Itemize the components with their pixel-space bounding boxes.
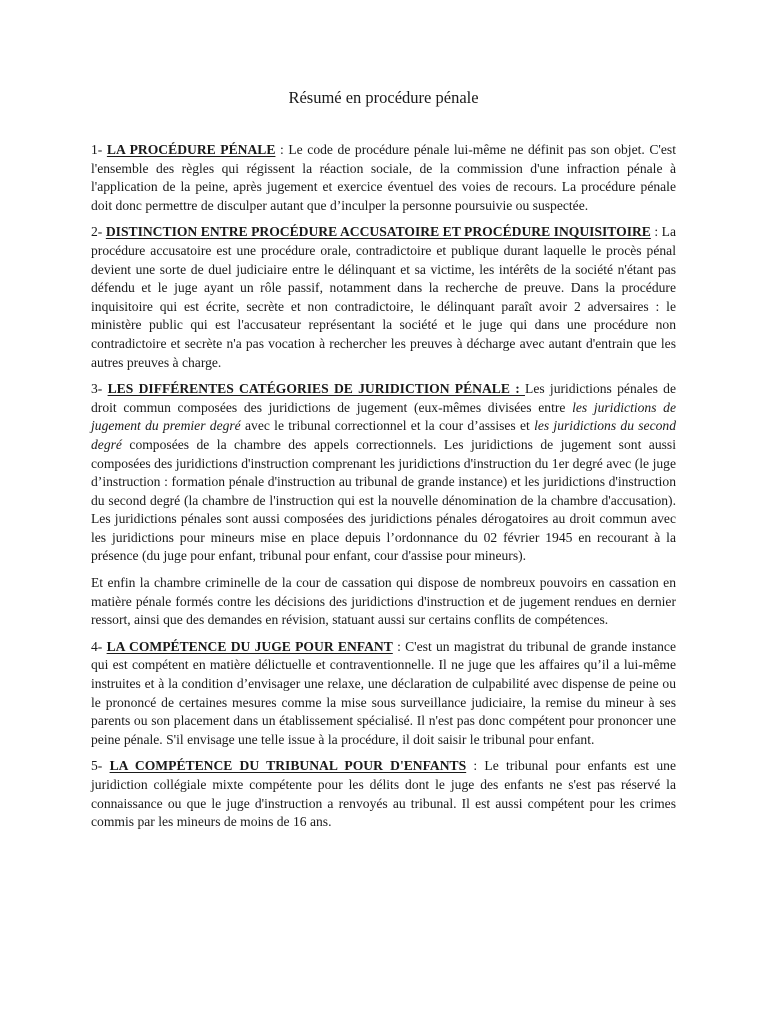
document-page xyxy=(91,0,676,840)
section-3-text-a: Les juridictions pénales de droit commun composées des juridictions de jugement (eux-mêmes divisées entre xyxy=(91,381,676,415)
section-3-text-c: composées de la chambre des appels correctionnels. Les juridictions de jugement sont aussi composées des juridictions d'instruction comprenant les juridictions d'instruction du 1er degré avec (le juge d’instruction : formation pénale d'instruction au tribunal de grande instance) et les juridictions d'instruction du second degré (la chambre de l'instruction qui est la nouvelle dénomination de la chambre d'accusation). Les juridictions pénales sont aussi composées des juridictions pénales dérogatoires au droit commun avec les juridictions pour mineurs mise en place depuis l’ordonnance du 02 février 1945 en recourant à la présence (du juge pour enfant, tribunal pour enfant, cour d'assise pour mineurs). xyxy=(91,436,676,564)
section-5-heading: LA COMPÉTENCE DU TRIBUNAL POUR D'ENFANTS xyxy=(109,758,467,774)
section-2 xyxy=(91,223,676,372)
section-4-number: 4- xyxy=(91,638,103,654)
section-5-number: 5- xyxy=(91,758,103,774)
section-2-number: 2- xyxy=(91,224,103,240)
section-3-italic-b: les juridictions du second degré xyxy=(91,418,677,452)
section-1 xyxy=(91,141,676,215)
section-5-text: : Le tribunal pour enfants est une juridiction collégiale mixte compétente pour les délits dont le juge des enfants ne s'est pas réservé la connaissance ou que le juge d'instruction a renvoyés au tribunal. Il est aussi compétent pour les crimes commis par les mineurs de moins de 16 ans. xyxy=(91,758,677,830)
section-5 xyxy=(91,757,676,831)
section-3 xyxy=(91,380,676,566)
section-2-heading: DISTINCTION ENTRE PROCÉDURE ACCUSATOIRE ET PROCÉDURE INQUISITOIRE xyxy=(105,224,651,240)
section-1-number: 1- xyxy=(91,142,103,157)
section-3-italic-a: les juridictions de jugement du premier degré xyxy=(91,399,676,434)
document-title: Résumé en procédure pénale xyxy=(288,88,479,107)
section-3-number: 3- xyxy=(91,381,103,397)
section-4-heading: LA COMPÉTENCE DU JUGE POUR ENFANT xyxy=(106,638,393,654)
section-4 xyxy=(91,638,676,750)
section-3-heading: LES DIFFÉRENTES CATÉGORIES DE JURIDICTION PÉNALE : xyxy=(107,381,526,397)
section-1-text: : Le code de procédure pénale lui-même ne définit pas son objet. C'est l'ensemble des règles qui régissent la réaction sociale, de la commission d'une infraction pénale à l'application de la peine, après jugement et exercice éventuel des voies de recours. La procédure pénale doit donc permettre de disculper autant que d’inculper la personne poursuivie ou suspectée. xyxy=(91,142,676,213)
section-1-heading: LA PROCÉDURE PÉNALE xyxy=(106,142,276,157)
section-3-continuation: Et enfin la chambre criminelle de la cour de cassation qui dispose de nombreux pouvoirs en cassation en matière pénale formés contre les décisions des juridictions d'instruction et de jugement rendues en dernier ressort, ainsi que des demandes en révision, statuant aussi sur certains conflits de compétences. xyxy=(91,575,676,628)
section-2-text: : La procédure accusatoire est une procédure orale, contradictoire et publique durant laquelle le procès pénal devient une sorte de duel judiciaire entre le délinquant et sa victime, les intérêts de la société n'étant pas défendu et le juge ayant un rôle passif, notamment dans la recherche de preuve. Dans la procédure inquisitoire qui est écrite, secrète et non contradictoire, le délinquant paraît avoir 2 adversaires : le ministère public qui est l'accusateur représentant la société et le juge qui dans une procédure non contradictoire et secrète n'a pas vocation à rechercher les preuves à décharge avec autant d'entrain que les autres preuves à charge. xyxy=(91,224,677,370)
section-4-text: : C'est un magistrat du tribunal de grande instance qui est compétent en matière délictuelle et contraventionnelle. Il ne juge que les affaires qu’il a lui-même instruites et à la condition d’envisager une relaxe, une déclaration de culpabilité avec dispense de peine ou le prononcé de certaines mesures comme la mise sous surveillance judiciaire, la remise du mineur à ses parents ou son placement dans un établissement spécialisé. Il n'est pas donc compétent pour prononcer une peine pénale. S'il envisage une telle issue à la procédure, il doit saisir le tribunal pour enfant. xyxy=(91,638,677,747)
section-3-text-b: avec le tribunal correctionnel et la cour d’assises et xyxy=(240,418,535,434)
